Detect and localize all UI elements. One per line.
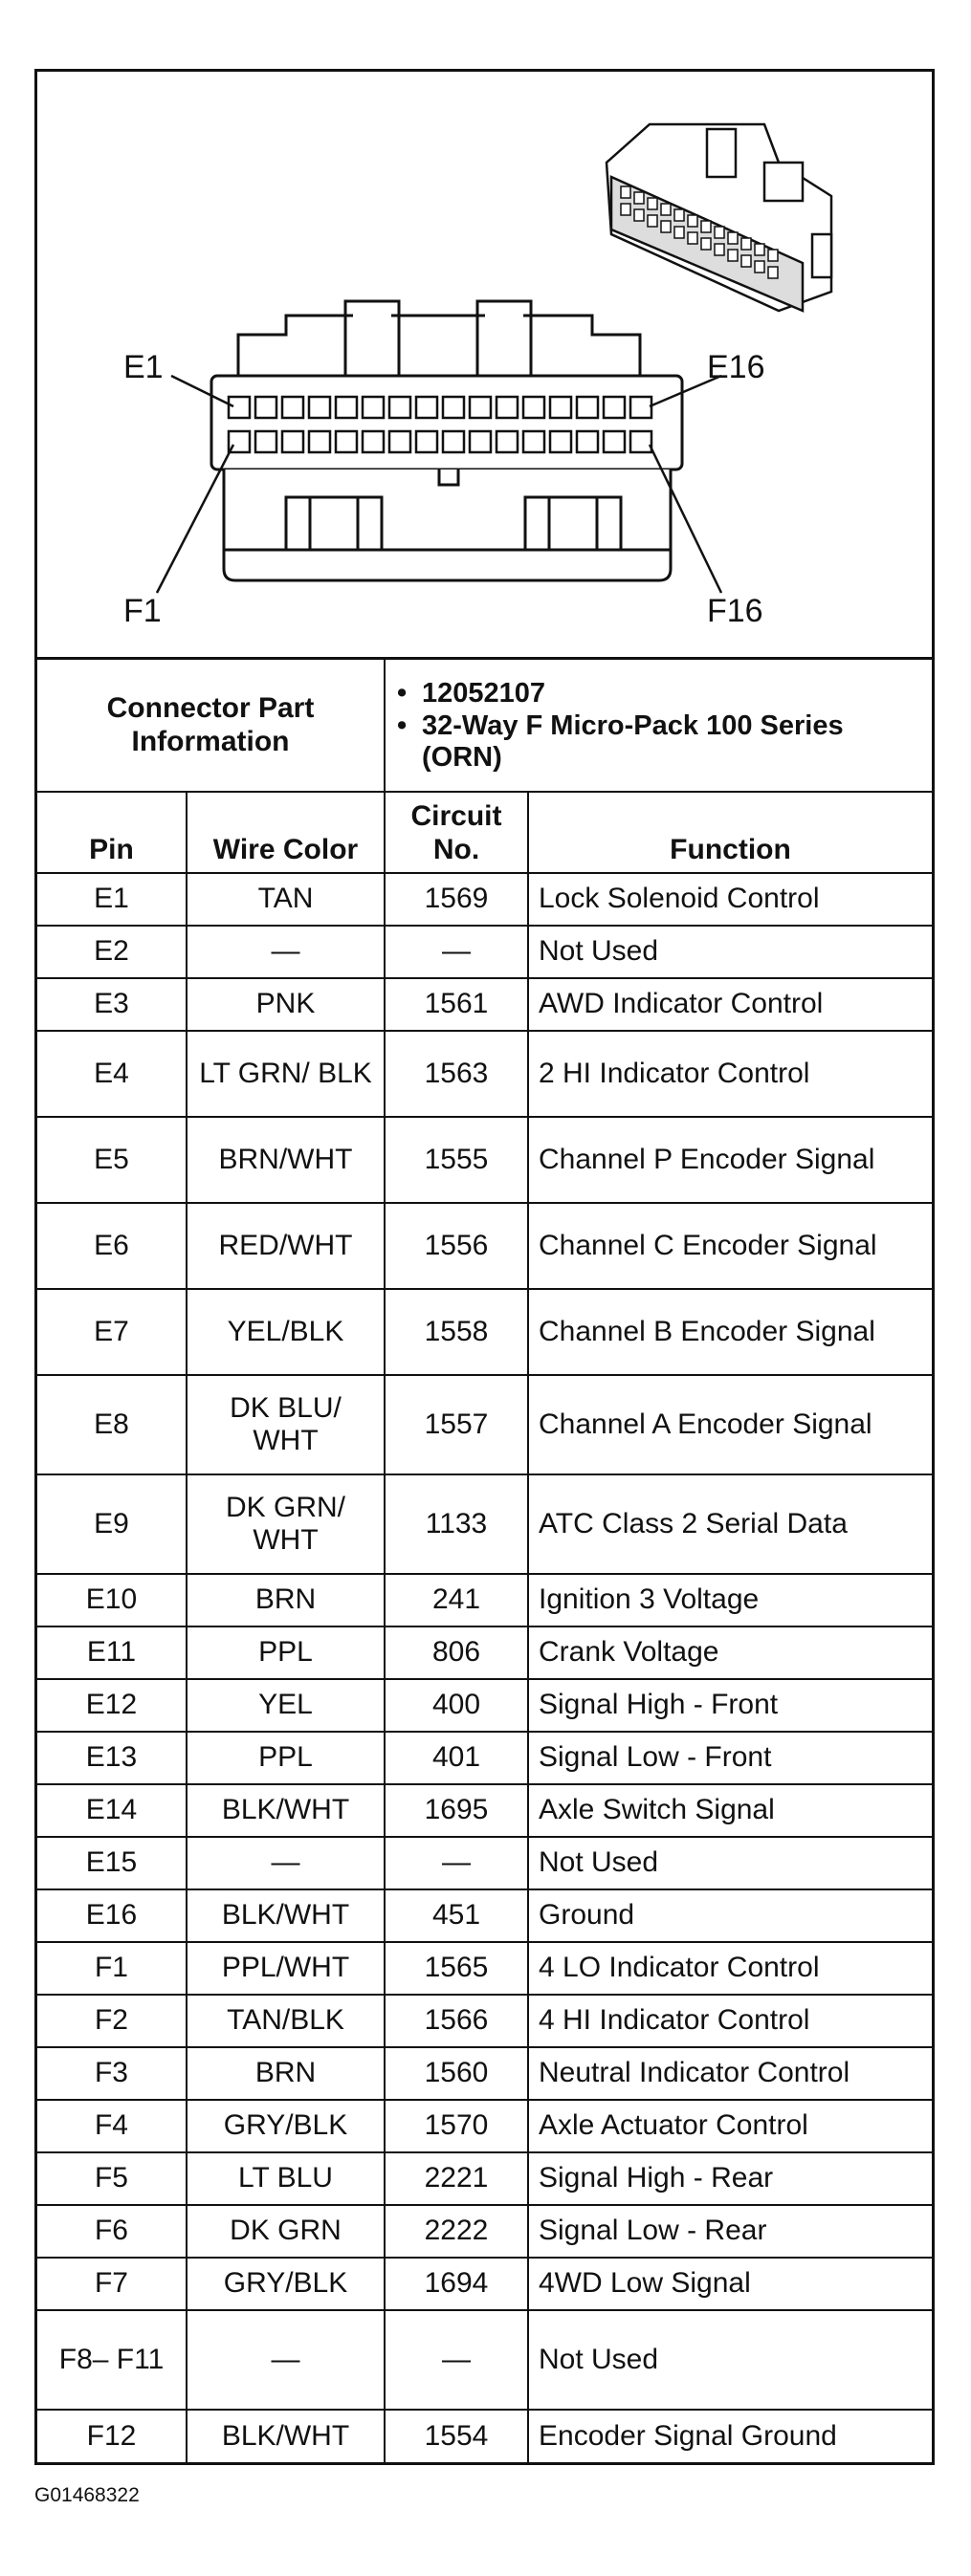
- pin-row: [37, 1031, 932, 1117]
- cell-wire-color: DK BLU/ WHT: [187, 1375, 385, 1474]
- cell-pin: F3: [37, 2047, 187, 2100]
- pin-row: [37, 978, 932, 1031]
- header-pin: Pin: [37, 792, 187, 873]
- connector-info-item: • 32-Way F Micro-Pack 100 Series (ORN): [397, 710, 920, 775]
- cell-circuit-no: 1569: [385, 873, 528, 926]
- cell-pin: F7: [37, 2258, 187, 2310]
- label-e16: E16: [707, 349, 765, 385]
- cell-circuit-no: 1563: [385, 1031, 528, 1117]
- connector-info-items: [385, 660, 932, 791]
- pin-row: [37, 2258, 932, 2310]
- cell-circuit-no: 451: [385, 1889, 528, 1942]
- cell-function: AWD Indicator Control: [528, 978, 932, 1031]
- cell-function: Not Used: [528, 2310, 932, 2410]
- cell-function: Signal High - Rear: [528, 2152, 932, 2205]
- pin-row: [37, 1117, 932, 1203]
- cell-pin: E10: [37, 1574, 187, 1626]
- pin-row: [37, 1784, 932, 1837]
- cell-function: Neutral Indicator Control: [528, 2047, 932, 2100]
- pin-table-header: [37, 792, 932, 873]
- cell-wire-color: RED/WHT: [187, 1203, 385, 1289]
- cell-pin: E1: [37, 873, 187, 926]
- cell-function: Encoder Signal Ground: [528, 2410, 932, 2462]
- pin-row: [37, 1375, 932, 1474]
- connector-diagram: [37, 72, 932, 660]
- cell-wire-color: TAN/BLK: [187, 1995, 385, 2047]
- pin-table: [37, 791, 932, 2462]
- cell-function: Signal Low - Rear: [528, 2205, 932, 2258]
- cell-pin: F6: [37, 2205, 187, 2258]
- cell-wire-color: BLK/WHT: [187, 2410, 385, 2462]
- cell-wire-color: TAN: [187, 873, 385, 926]
- connector-info-table: [37, 660, 932, 791]
- cell-wire-color: DK GRN/ WHT: [187, 1474, 385, 1574]
- cell-function: Channel P Encoder Signal: [528, 1117, 932, 1203]
- cell-circuit-no: 1557: [385, 1375, 528, 1474]
- connector-iso-icon: [607, 124, 831, 311]
- cell-wire-color: PPL: [187, 1732, 385, 1784]
- cell-function: Ground: [528, 1889, 932, 1942]
- cell-circuit-no: 1561: [385, 978, 528, 1031]
- cell-wire-color: GRY/BLK: [187, 2258, 385, 2310]
- connector-drawing: [37, 72, 932, 657]
- cell-pin: E8: [37, 1375, 187, 1474]
- pin-row: [37, 2152, 932, 2205]
- cell-wire-color: PNK: [187, 978, 385, 1031]
- cell-circuit-no: 1556: [385, 1203, 528, 1289]
- header-wire-color: Wire Color: [187, 792, 385, 873]
- cell-function: Not Used: [528, 1837, 932, 1889]
- connector-type: 32-Way F Micro-Pack 100 Series (ORN): [422, 709, 844, 774]
- cell-wire-color: —: [187, 2310, 385, 2410]
- cell-circuit-no: 1555: [385, 1117, 528, 1203]
- cell-pin: E9: [37, 1474, 187, 1574]
- pin-row: [37, 1679, 932, 1732]
- pin-row: [37, 1203, 932, 1289]
- cell-function: 4 HI Indicator Control: [528, 1995, 932, 2047]
- connector-sheet: [34, 69, 935, 2465]
- cell-wire-color: LT BLU: [187, 2152, 385, 2205]
- cell-function: 4 LO Indicator Control: [528, 1942, 932, 1995]
- cell-circuit-no: 400: [385, 1679, 528, 1732]
- cell-function: Ignition 3 Voltage: [528, 1574, 932, 1626]
- cell-circuit-no: 2222: [385, 2205, 528, 2258]
- pin-row: [37, 1995, 932, 2047]
- cell-circuit-no: 241: [385, 1574, 528, 1626]
- pin-row: [37, 926, 932, 978]
- cell-function: Channel A Encoder Signal: [528, 1375, 932, 1474]
- pin-row: [37, 2100, 932, 2152]
- cell-pin: E12: [37, 1679, 187, 1732]
- cell-pin: E3: [37, 978, 187, 1031]
- cell-pin: E14: [37, 1784, 187, 1837]
- cell-wire-color: PPL: [187, 1626, 385, 1679]
- cell-function: Not Used: [528, 926, 932, 978]
- cell-function: Channel B Encoder Signal: [528, 1289, 932, 1375]
- cell-pin: F4: [37, 2100, 187, 2152]
- cell-circuit-no: 806: [385, 1626, 528, 1679]
- cell-circuit-no: 401: [385, 1732, 528, 1784]
- cell-function: Signal High - Front: [528, 1679, 932, 1732]
- pin-row: [37, 873, 932, 926]
- cell-wire-color: LT GRN/ BLK: [187, 1031, 385, 1117]
- pin-row: [37, 1942, 932, 1995]
- cell-pin: E2: [37, 926, 187, 978]
- label-f1: F1: [123, 593, 162, 629]
- cell-pin: F5: [37, 2152, 187, 2205]
- pin-row: [37, 2410, 932, 2462]
- part-number: 12052107: [422, 678, 546, 709]
- cell-wire-color: YEL/BLK: [187, 1289, 385, 1375]
- cell-wire-color: —: [187, 1837, 385, 1889]
- cell-function: ATC Class 2 Serial Data: [528, 1474, 932, 1574]
- cell-wire-color: BLK/WHT: [187, 1784, 385, 1837]
- cell-wire-color: BRN/WHT: [187, 1117, 385, 1203]
- cell-pin: E7: [37, 1289, 187, 1375]
- pin-row: [37, 1837, 932, 1889]
- cell-pin: F1: [37, 1942, 187, 1995]
- cell-circuit-no: 1570: [385, 2100, 528, 2152]
- cell-function: Axle Actuator Control: [528, 2100, 932, 2152]
- connector-info-heading: Connector Part Information: [37, 660, 385, 791]
- cell-circuit-no: —: [385, 2310, 528, 2410]
- cell-pin: F12: [37, 2410, 187, 2462]
- cell-pin: E16: [37, 1889, 187, 1942]
- cell-wire-color: DK GRN: [187, 2205, 385, 2258]
- cell-wire-color: BRN: [187, 1574, 385, 1626]
- pin-row: [37, 1626, 932, 1679]
- cell-pin: E4: [37, 1031, 187, 1117]
- pin-row: [37, 1289, 932, 1375]
- cell-wire-color: BLK/WHT: [187, 1889, 385, 1942]
- cell-function: Channel C Encoder Signal: [528, 1203, 932, 1289]
- pin-row: [37, 1732, 932, 1784]
- cell-wire-color: BRN: [187, 2047, 385, 2100]
- pin-row: [37, 2310, 932, 2410]
- cell-pin: F8– F11: [37, 2310, 187, 2410]
- cell-wire-color: GRY/BLK: [187, 2100, 385, 2152]
- pin-row: [37, 2047, 932, 2100]
- cell-pin: E5: [37, 1117, 187, 1203]
- cell-pin: E15: [37, 1837, 187, 1889]
- pin-row: [37, 1889, 932, 1942]
- cell-circuit-no: 2221: [385, 2152, 528, 2205]
- cell-wire-color: YEL: [187, 1679, 385, 1732]
- cell-circuit-no: 1558: [385, 1289, 528, 1375]
- cell-circuit-no: 1566: [385, 1995, 528, 2047]
- pin-row: [37, 2205, 932, 2258]
- cell-function: 2 HI Indicator Control: [528, 1031, 932, 1117]
- cell-pin: E6: [37, 1203, 187, 1289]
- label-e1: E1: [123, 349, 164, 385]
- header-circuit: Circuit No.: [385, 792, 528, 873]
- cell-circuit-no: 1554: [385, 2410, 528, 2462]
- cell-circuit-no: —: [385, 926, 528, 978]
- cell-circuit-no: 1565: [385, 1942, 528, 1995]
- cell-function: Crank Voltage: [528, 1626, 932, 1679]
- pin-row: [37, 1574, 932, 1626]
- cell-pin: E13: [37, 1732, 187, 1784]
- cell-function: Lock Solenoid Control: [528, 873, 932, 926]
- cell-function: Signal Low - Front: [528, 1732, 932, 1784]
- pin-row: [37, 1474, 932, 1574]
- cell-circuit-no: 1695: [385, 1784, 528, 1837]
- figure-code: G01468322: [34, 2484, 140, 2506]
- cell-wire-color: —: [187, 926, 385, 978]
- cell-pin: E11: [37, 1626, 187, 1679]
- cell-circuit-no: 1694: [385, 2258, 528, 2310]
- cell-function: 4WD Low Signal: [528, 2258, 932, 2310]
- cell-circuit-no: 1560: [385, 2047, 528, 2100]
- header-function: Function: [528, 792, 932, 873]
- cell-wire-color: PPL/WHT: [187, 1942, 385, 1995]
- cell-pin: F2: [37, 1995, 187, 2047]
- cell-circuit-no: 1133: [385, 1474, 528, 1574]
- cell-circuit-no: —: [385, 1837, 528, 1889]
- label-f16: F16: [707, 593, 763, 629]
- connector-info-item: • 12052107: [397, 678, 546, 709]
- cell-function: Axle Switch Signal: [528, 1784, 932, 1837]
